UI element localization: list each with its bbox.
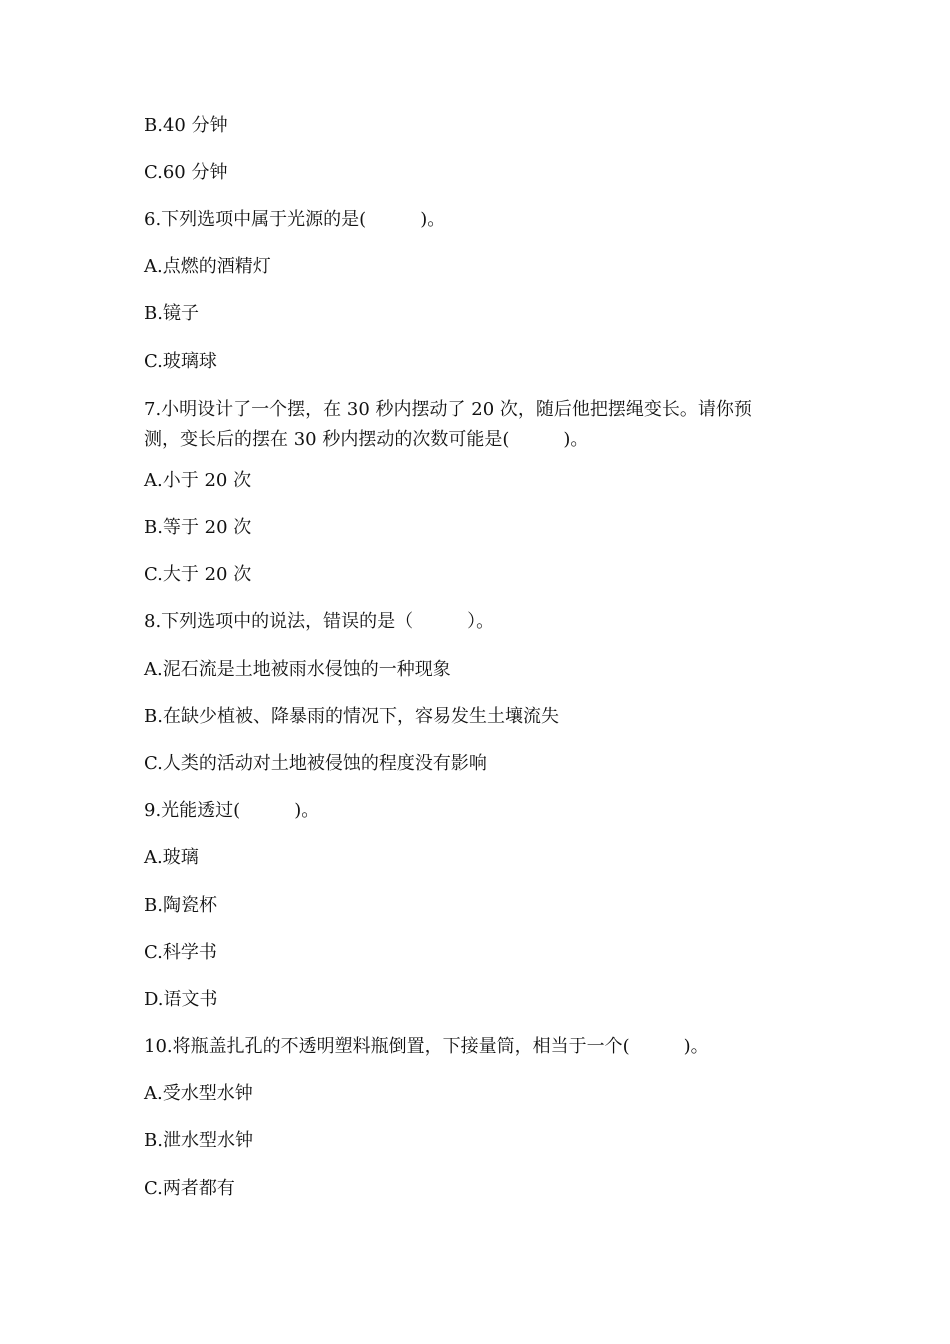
question-10: 10.将瓶盖扎孔的不透明塑料瓶倒置，下接量筒，相当于一个( )。 (144, 1036, 709, 1057)
option-6a: A.点燃的酒精灯 (144, 256, 271, 277)
option-8c: C.人类的活动对土地被侵蚀的程度没有影响 (144, 753, 487, 774)
option-7c: C.大于 20 次 (144, 564, 252, 585)
option-5b: B.40 分钟 (144, 115, 228, 136)
option-6b: B.镜子 (144, 303, 199, 324)
question-7-line-1: 7.小明设计了一个摆，在 30 秒内摆动了 20 次，随后他把摆绳变长。请你预 (144, 399, 752, 420)
option-9b: B.陶瓷杯 (144, 895, 217, 916)
option-10b: B.泄水型水钟 (144, 1130, 253, 1151)
question-6: 6.下列选项中属于光源的是( )。 (144, 209, 446, 230)
option-9c: C.科学书 (144, 942, 217, 963)
question-7 (144, 395, 804, 455)
option-9d: D.语文书 (144, 989, 218, 1010)
option-7b: B.等于 20 次 (144, 517, 252, 538)
option-7a: A.小于 20 次 (144, 470, 252, 491)
option-9a: A.玻璃 (144, 847, 199, 868)
option-5c: C.60 分钟 (144, 162, 228, 183)
question-7-line-2: 测，变长后的摆在 30 秒内摆动的次数可能是( )。 (144, 429, 589, 450)
question-8: 8.下列选项中的说法，错误的是（ ）。 (144, 611, 495, 632)
question-9: 9.光能透过( )。 (144, 800, 320, 821)
option-10c: C.两者都有 (144, 1178, 235, 1199)
option-6c: C.玻璃球 (144, 351, 217, 372)
option-8a: A.泥石流是土地被雨水侵蚀的一种现象 (144, 659, 451, 680)
option-10a: A.受水型水钟 (144, 1083, 253, 1104)
option-8b: B.在缺少植被、降暴雨的情况下，容易发生土壤流失 (144, 706, 559, 727)
